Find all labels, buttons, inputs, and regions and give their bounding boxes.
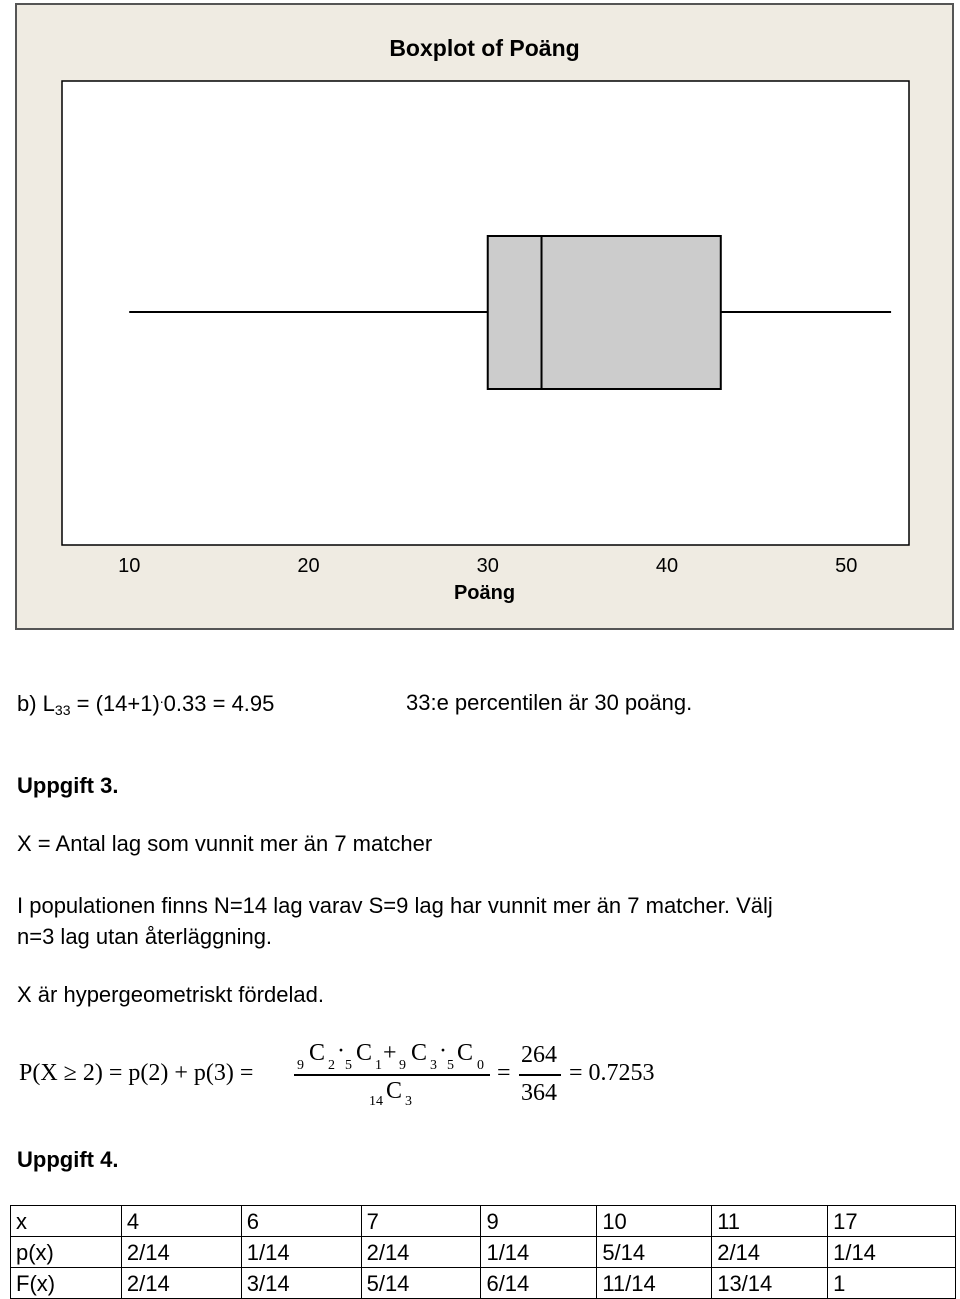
num-a-sub: 2 <box>328 1058 335 1073</box>
row-header-cell: x <box>11 1206 122 1237</box>
heading-uppgift-4: Uppgift 4. <box>17 1147 119 1172</box>
row-px <box>11 1237 956 1268</box>
num-c-c: C <box>411 1040 428 1066</box>
fraction-bar-1 <box>294 1074 490 1076</box>
num-a-c: C <box>309 1040 326 1066</box>
table-cell: 5/14 <box>361 1268 481 1299</box>
part-b-prefix: b) L <box>17 691 55 716</box>
num-a-pre: 9 <box>297 1058 304 1073</box>
boxplot-svg <box>17 5 952 628</box>
frac-denominator: 364 <box>521 1080 557 1106</box>
num-d-pre: 5 <box>447 1058 454 1073</box>
num-b-sub: 1 <box>375 1058 382 1073</box>
probability-formula <box>17 1036 717 1116</box>
boxplot-chart <box>15 3 954 630</box>
x-tick-label: 10 <box>118 555 141 577</box>
table-cell: 1/14 <box>828 1237 956 1268</box>
part-b-conclusion: 33:e percentilen är 30 poäng. <box>406 690 693 715</box>
row-header-cell: F(x) <box>11 1268 122 1299</box>
num-c-dot: · <box>439 1038 447 1064</box>
frac-numerator: 264 <box>521 1042 557 1068</box>
num-d-sub: 0 <box>477 1058 484 1073</box>
table-cell: 2/14 <box>121 1268 241 1299</box>
num-c-sub: 3 <box>430 1058 437 1073</box>
population-line-2: n=3 lag utan återläggning. <box>17 924 273 949</box>
num-b-c: C <box>356 1040 373 1066</box>
table-cell: 6/14 <box>481 1268 597 1299</box>
table-cell: 1 <box>828 1268 956 1299</box>
x-definition: X = Antal lag som vunnit mer än 7 matcher <box>17 831 433 856</box>
den-pre: 14 <box>369 1094 383 1109</box>
table-cell: 5/14 <box>597 1237 712 1268</box>
fraction-bar-2 <box>519 1074 561 1076</box>
num-c-pre: 9 <box>399 1058 406 1073</box>
formula-result: = 0.7253 <box>569 1060 655 1086</box>
distribution-table <box>10 1205 956 1299</box>
table-cell: 17 <box>828 1206 956 1237</box>
hypergeometric-line: X är hypergeometriskt fördelad. <box>17 982 324 1007</box>
formula-lhs: P(X ≥ 2) = p(2) + p(3) = <box>19 1060 254 1086</box>
heading-uppgift-3: Uppgift 3. <box>17 773 119 798</box>
iqr-box <box>488 236 721 389</box>
population-line-1: I populationen finns N=14 lag varav S=9 lag har vunnit mer än 7 matcher. Välj <box>17 893 773 918</box>
x-tick-label: 30 <box>476 555 499 577</box>
den-sub: 3 <box>405 1094 412 1109</box>
table-cell: 1/14 <box>481 1237 597 1268</box>
table-cell: 1/14 <box>241 1237 361 1268</box>
x-tick-label: 40 <box>655 555 679 577</box>
den-c: C <box>386 1078 403 1104</box>
table-cell: 7 <box>361 1206 481 1237</box>
formula-equals: = <box>497 1060 511 1086</box>
num-b-pre: 5 <box>345 1058 352 1073</box>
row-header-cell: p(x) <box>11 1237 122 1268</box>
table-cell: 2/14 <box>712 1237 828 1268</box>
table-cell: 2/14 <box>361 1237 481 1268</box>
part-b-sub: 33 <box>54 702 71 718</box>
x-tick-label: 20 <box>297 555 320 577</box>
table-cell: 11 <box>712 1206 828 1237</box>
num-d-c: C <box>457 1040 474 1066</box>
table-cell: 2/14 <box>121 1237 241 1268</box>
part-b-mid: = (14+1) <box>70 691 160 716</box>
table-cell: 11/14 <box>597 1268 712 1299</box>
table-cell: 13/14 <box>712 1268 828 1299</box>
part-b-dot: . <box>159 690 164 706</box>
table-cell: 3/14 <box>241 1268 361 1299</box>
row-x <box>11 1206 956 1237</box>
part-b-line <box>17 690 274 718</box>
table-cell: 10 <box>597 1206 712 1237</box>
num-plus: + <box>383 1040 397 1066</box>
x-axis-title: Poäng <box>453 582 516 604</box>
chart-title: Boxplot of Poäng <box>389 35 580 61</box>
row-fx <box>11 1268 956 1299</box>
part-b-end: 0.33 = 4.95 <box>163 691 275 716</box>
num-a-dot: · <box>337 1038 345 1064</box>
table-cell: 6 <box>241 1206 361 1237</box>
x-tick-label: 50 <box>835 555 858 577</box>
table-cell: 9 <box>481 1206 597 1237</box>
table-cell: 4 <box>121 1206 241 1237</box>
